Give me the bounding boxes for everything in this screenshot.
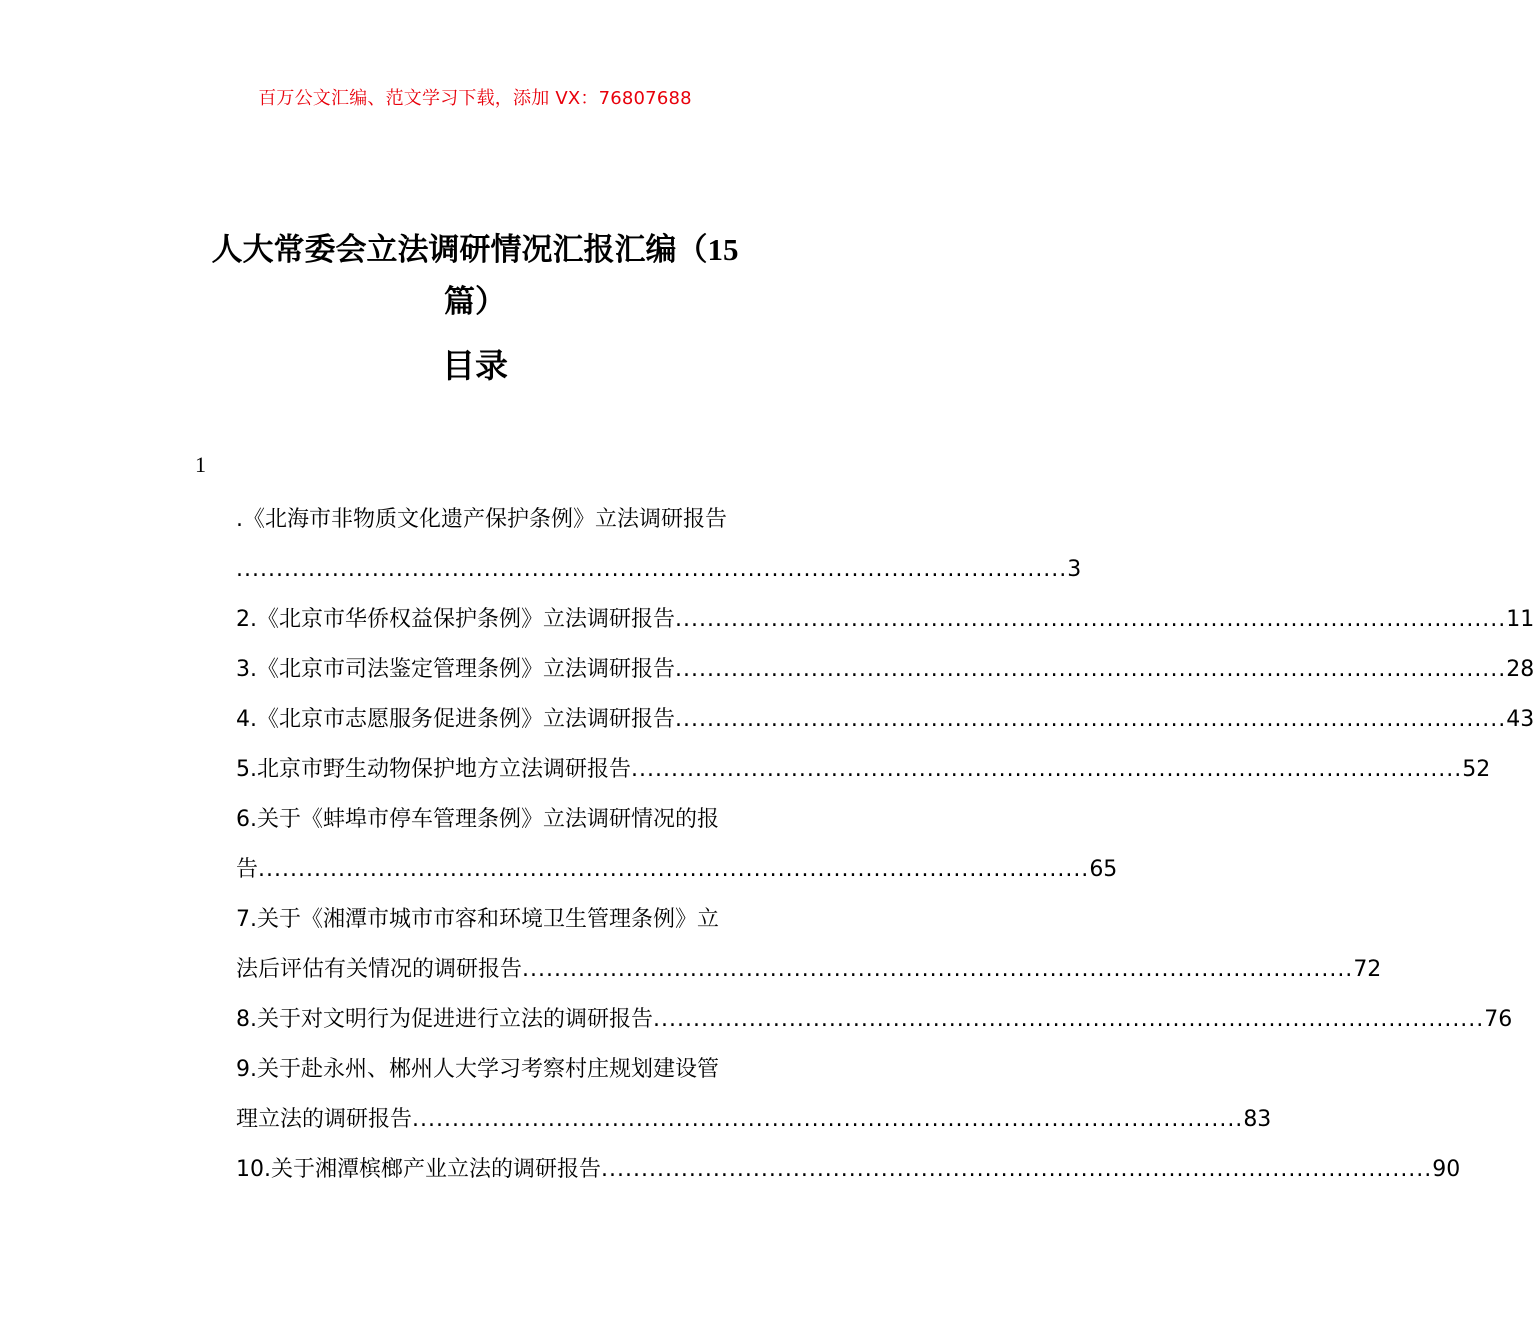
document-title-main: 人大常委会立法调研情况汇报汇编（ (211, 232, 708, 268)
toc-entry-title: 8.关于对文明行为促进进行立法的调研报告 (236, 1007, 653, 1032)
toc-entry-title: 6.关于《蚌埠市停车管理条例》立法调研情况的报 (236, 807, 719, 832)
toc-entry-line (236, 645, 1534, 695)
toc-entry[interactable] (236, 495, 1082, 595)
toc-entry-title-line (236, 895, 806, 945)
toc-entry-leader: ........................................................................................................ (522, 957, 1354, 982)
toc-entry-title: 9.关于赴永州、郴州人大学习考察村庄规划建设管 (236, 1057, 719, 1082)
toc-entry-page: 72 (1353, 957, 1382, 982)
toc-entry[interactable] (236, 795, 1118, 895)
toc-entry-leader: ........................................................................................................ (675, 607, 1507, 632)
toc-entry-page: 52 (1462, 757, 1491, 782)
toc-entry[interactable] (236, 1145, 1461, 1195)
toc-entry[interactable] (236, 895, 1382, 995)
toc-entry-title: 5.北京市野生动物保护地方立法调研报告 (236, 757, 631, 782)
toc-entry-leader: ........................................................................................................ (601, 1157, 1433, 1182)
toc-entry-page: 3 (1067, 557, 1082, 582)
toc-entry-line (236, 1145, 1461, 1195)
toc-entry[interactable] (236, 995, 1513, 1045)
toc-entry-title-continued: 理立法的调研报告 (236, 1107, 413, 1132)
toc-entry-line (236, 745, 1491, 795)
toc-first-number: 1 (195, 452, 206, 477)
toc-entry[interactable] (236, 595, 1534, 645)
toc-entry-leader: ........................................................................................................ (675, 707, 1507, 732)
toc-entry-leader-line (236, 545, 1082, 595)
toc-entry-leader: ........................................................................................................ (653, 1007, 1485, 1032)
toc-entry-line (236, 995, 1513, 1045)
toc-entry-title-line (236, 1045, 806, 1095)
toc-entry-page: 83 (1243, 1107, 1272, 1132)
document-title-count: 15 (707, 232, 739, 267)
toc-entry-leader-line (236, 945, 1382, 995)
toc-entry-page: 28 (1506, 657, 1534, 682)
toc-entry-title: 3.《北京市司法鉴定管理条例》立法调研报告 (236, 657, 675, 682)
toc-entry-leader: ........................................................................................................ (258, 857, 1090, 882)
document-title (170, 224, 780, 328)
toc-entry-leader-line (236, 845, 1118, 895)
toc-entry-leader: ........................................................................................................ (631, 757, 1463, 782)
toc-entry-leader: ........................................................................................................ (236, 557, 1068, 582)
watermark-banner: 百万公文汇编、范文学习下载，添加 VX：76807688 (258, 88, 692, 109)
toc-entry-title: 7.关于《湘潭市城市市容和环境卫生管理条例》立 (236, 907, 719, 932)
toc-entry[interactable] (236, 645, 1534, 695)
toc-heading: 目录 (442, 346, 508, 385)
toc-entry-title-continued: 法后评估有关情况的调研报告 (236, 957, 523, 982)
toc-entry-title: .《北海市非物质文化遗产保护条例》立法调研报告 (236, 507, 727, 532)
document-title-tail: 篇） (444, 284, 506, 320)
toc-entry-page: 90 (1432, 1157, 1461, 1182)
toc-entry[interactable] (236, 1045, 1272, 1145)
toc-entry[interactable] (236, 745, 1491, 795)
toc-entry-page: 76 (1484, 1007, 1513, 1032)
toc-entry-leader: ........................................................................................................ (675, 657, 1507, 682)
toc-entry-title-continued: 告 (236, 857, 259, 882)
toc-entry-line (236, 595, 1534, 645)
toc-entry-page: 43 (1506, 707, 1534, 732)
toc-entry-title: 2.《北京市华侨权益保护条例》立法调研报告 (236, 607, 675, 632)
toc-entry-page: 11 (1506, 607, 1534, 632)
toc-entry-title: 4.《北京市志愿服务促进条例》立法调研报告 (236, 707, 675, 732)
toc-entry-title: 10.关于湘潭槟榔产业立法的调研报告 (236, 1157, 601, 1182)
toc-entry-title-line (236, 795, 806, 845)
toc-entry-line (236, 695, 1534, 745)
toc-entry-leader-line (236, 1095, 1272, 1145)
toc-entry-title-line (236, 495, 806, 545)
toc-entry[interactable] (236, 695, 1534, 745)
toc-entry-leader: ........................................................................................................ (412, 1107, 1244, 1132)
toc-entry-page: 65 (1089, 857, 1118, 882)
table-of-contents (236, 495, 1534, 1195)
